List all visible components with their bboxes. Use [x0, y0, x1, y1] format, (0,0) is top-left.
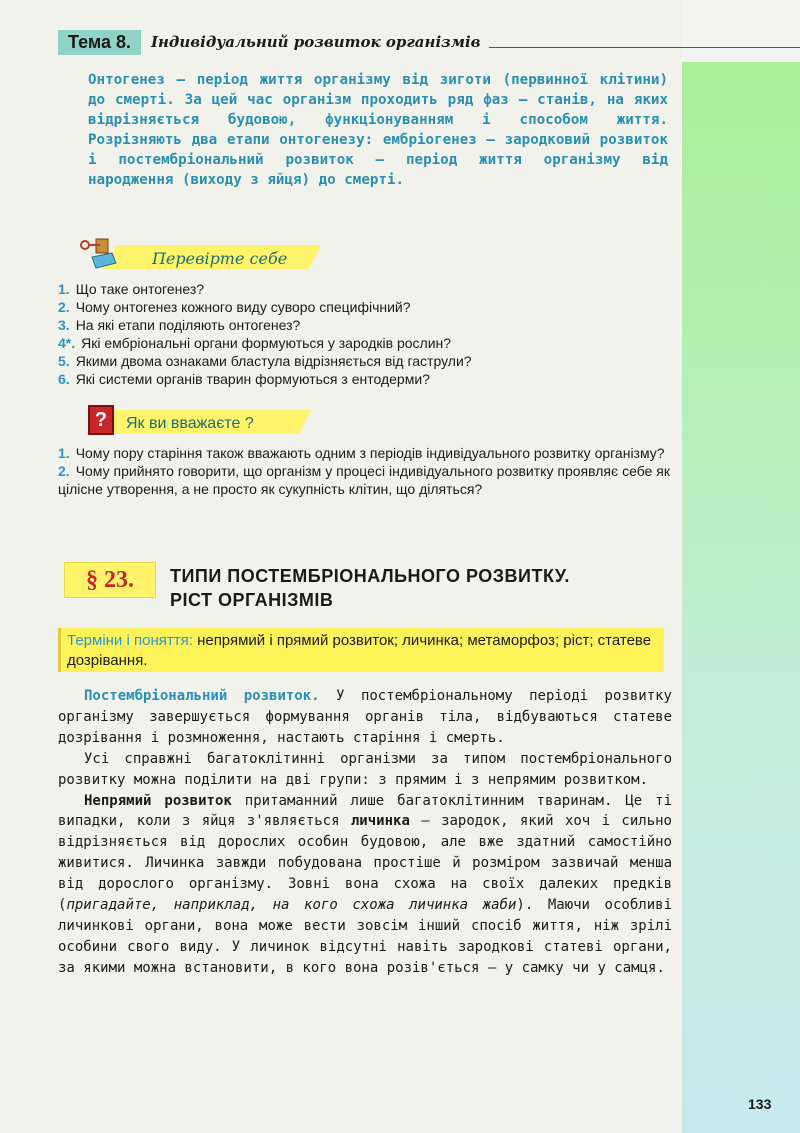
main-text — [58, 686, 672, 979]
section-title-line2: РІСТ ОРГАНІЗМІВ — [170, 590, 334, 610]
check-yourself-banner — [80, 243, 320, 271]
what-do-you-think-banner — [82, 407, 312, 437]
paragraph: Постембріональний розвиток. У постембріональному періоді розвитку організму завершується формування органів тіла, відбуваються статеве дозрівання і розмноження, настають старіння і смерть. — [58, 688, 672, 746]
list-item: 1. Чому пору старіння також вважають одним з періодів індивідуального розвитку організму? — [58, 445, 665, 461]
terms-label: Терміни і поняття: — [67, 632, 193, 649]
topic-label: Тема 8. — [58, 30, 141, 55]
page-number: 133 — [748, 1096, 772, 1112]
terms-box — [58, 628, 664, 672]
decorative-sidebar — [682, 62, 800, 1133]
header-rule — [489, 47, 800, 48]
list-item: 4*. Які ембріональні органи формуються у зародків рослин? — [58, 335, 452, 351]
list-item: 3. На які етапи поділяють онтогенез? — [58, 317, 301, 333]
topic-header — [58, 28, 800, 56]
section-number: § 23. — [64, 562, 156, 598]
key-and-book-icon — [78, 235, 118, 271]
list-item: 2. Чому онтогенез кожного виду суворо специфічний? — [58, 299, 411, 315]
what-do-you-think-questions — [58, 444, 670, 498]
check-yourself-questions — [58, 280, 670, 388]
list-item: 6. Які системи органів тварин формуються з ентодерми? — [58, 371, 430, 387]
what-do-you-think-title: Як ви вважаєте ? — [126, 415, 254, 432]
ontogenesis-definition: Онтогенез — період життя організму від зиготи (первинної клітини) до смерті. За цей час організм проходить ряд фаз — станів, на яких відрізняється будовою, функціонуванням і способом життя. Розрізняють два етапи онтогенезу: ембріогенез — зародковий розвиток і постембріональний розвиток — період життя організму від народження (виходу з яйця) до смерті. — [88, 72, 668, 188]
list-item: 5. Якими двома ознаками бластула відрізняється від гаструли? — [58, 353, 472, 369]
paragraph: Усі справжні багатоклітинні організми за типом постембріонального розвитку можна поділити на дві групи: з прямим і з непрямим розвитком. — [58, 750, 672, 788]
paragraph: Непрямий розвиток притаманний лише багатоклітинним тваринам. Це ті випадки, коли з яйця з'являється личинка — зародок, який хоч і сильно відрізняється від дорослих особин будовою, але вже здатний самостійно живитися. Личинка завжди побудована простіше й розміром зазвичай менша від дорослого організму. Зовні вона схожа на своїх далеких предків (пригадайте, наприклад, на кого схожа личинка жаби). Маючи особливі личинкові органи, вона може вести зовсім інший спосіб життя, ніж зрілі особини свого виду. У личинок відсутні навіть зародкові статеві органи, за якими можна встановити, в кого вона розів'ється — у самку чи у самця. — [58, 792, 673, 976]
term-indirect-development: Непрямий розвиток — [84, 792, 232, 809]
question-mark-icon: ? — [88, 405, 114, 435]
term-larva: личинка — [350, 813, 410, 830]
paragraph-heading: Постембріональний розвиток. — [84, 688, 320, 704]
terms-text: непрямий і прямий розвиток; личинка; метаморфоз; ріст; статеве дозрівання. — [67, 632, 652, 669]
topic-title: Індивідуальний розвиток організмів — [150, 33, 481, 51]
section-title — [170, 564, 570, 612]
list-item: 1. Що таке онтогенез? — [58, 281, 205, 297]
list-item: 2. Чому прийнято говорити, що організм у процесі індивідуального розвитку проявляє себе як цілісне утворення, а не просто як сукупність клітин, що діляться? — [58, 463, 670, 497]
section-title-line1: ТИПИ ПОСТЕМБРІОНАЛЬНОГО РОЗВИТКУ. — [170, 566, 570, 586]
check-yourself-title: Перевірте себе — [152, 248, 288, 268]
